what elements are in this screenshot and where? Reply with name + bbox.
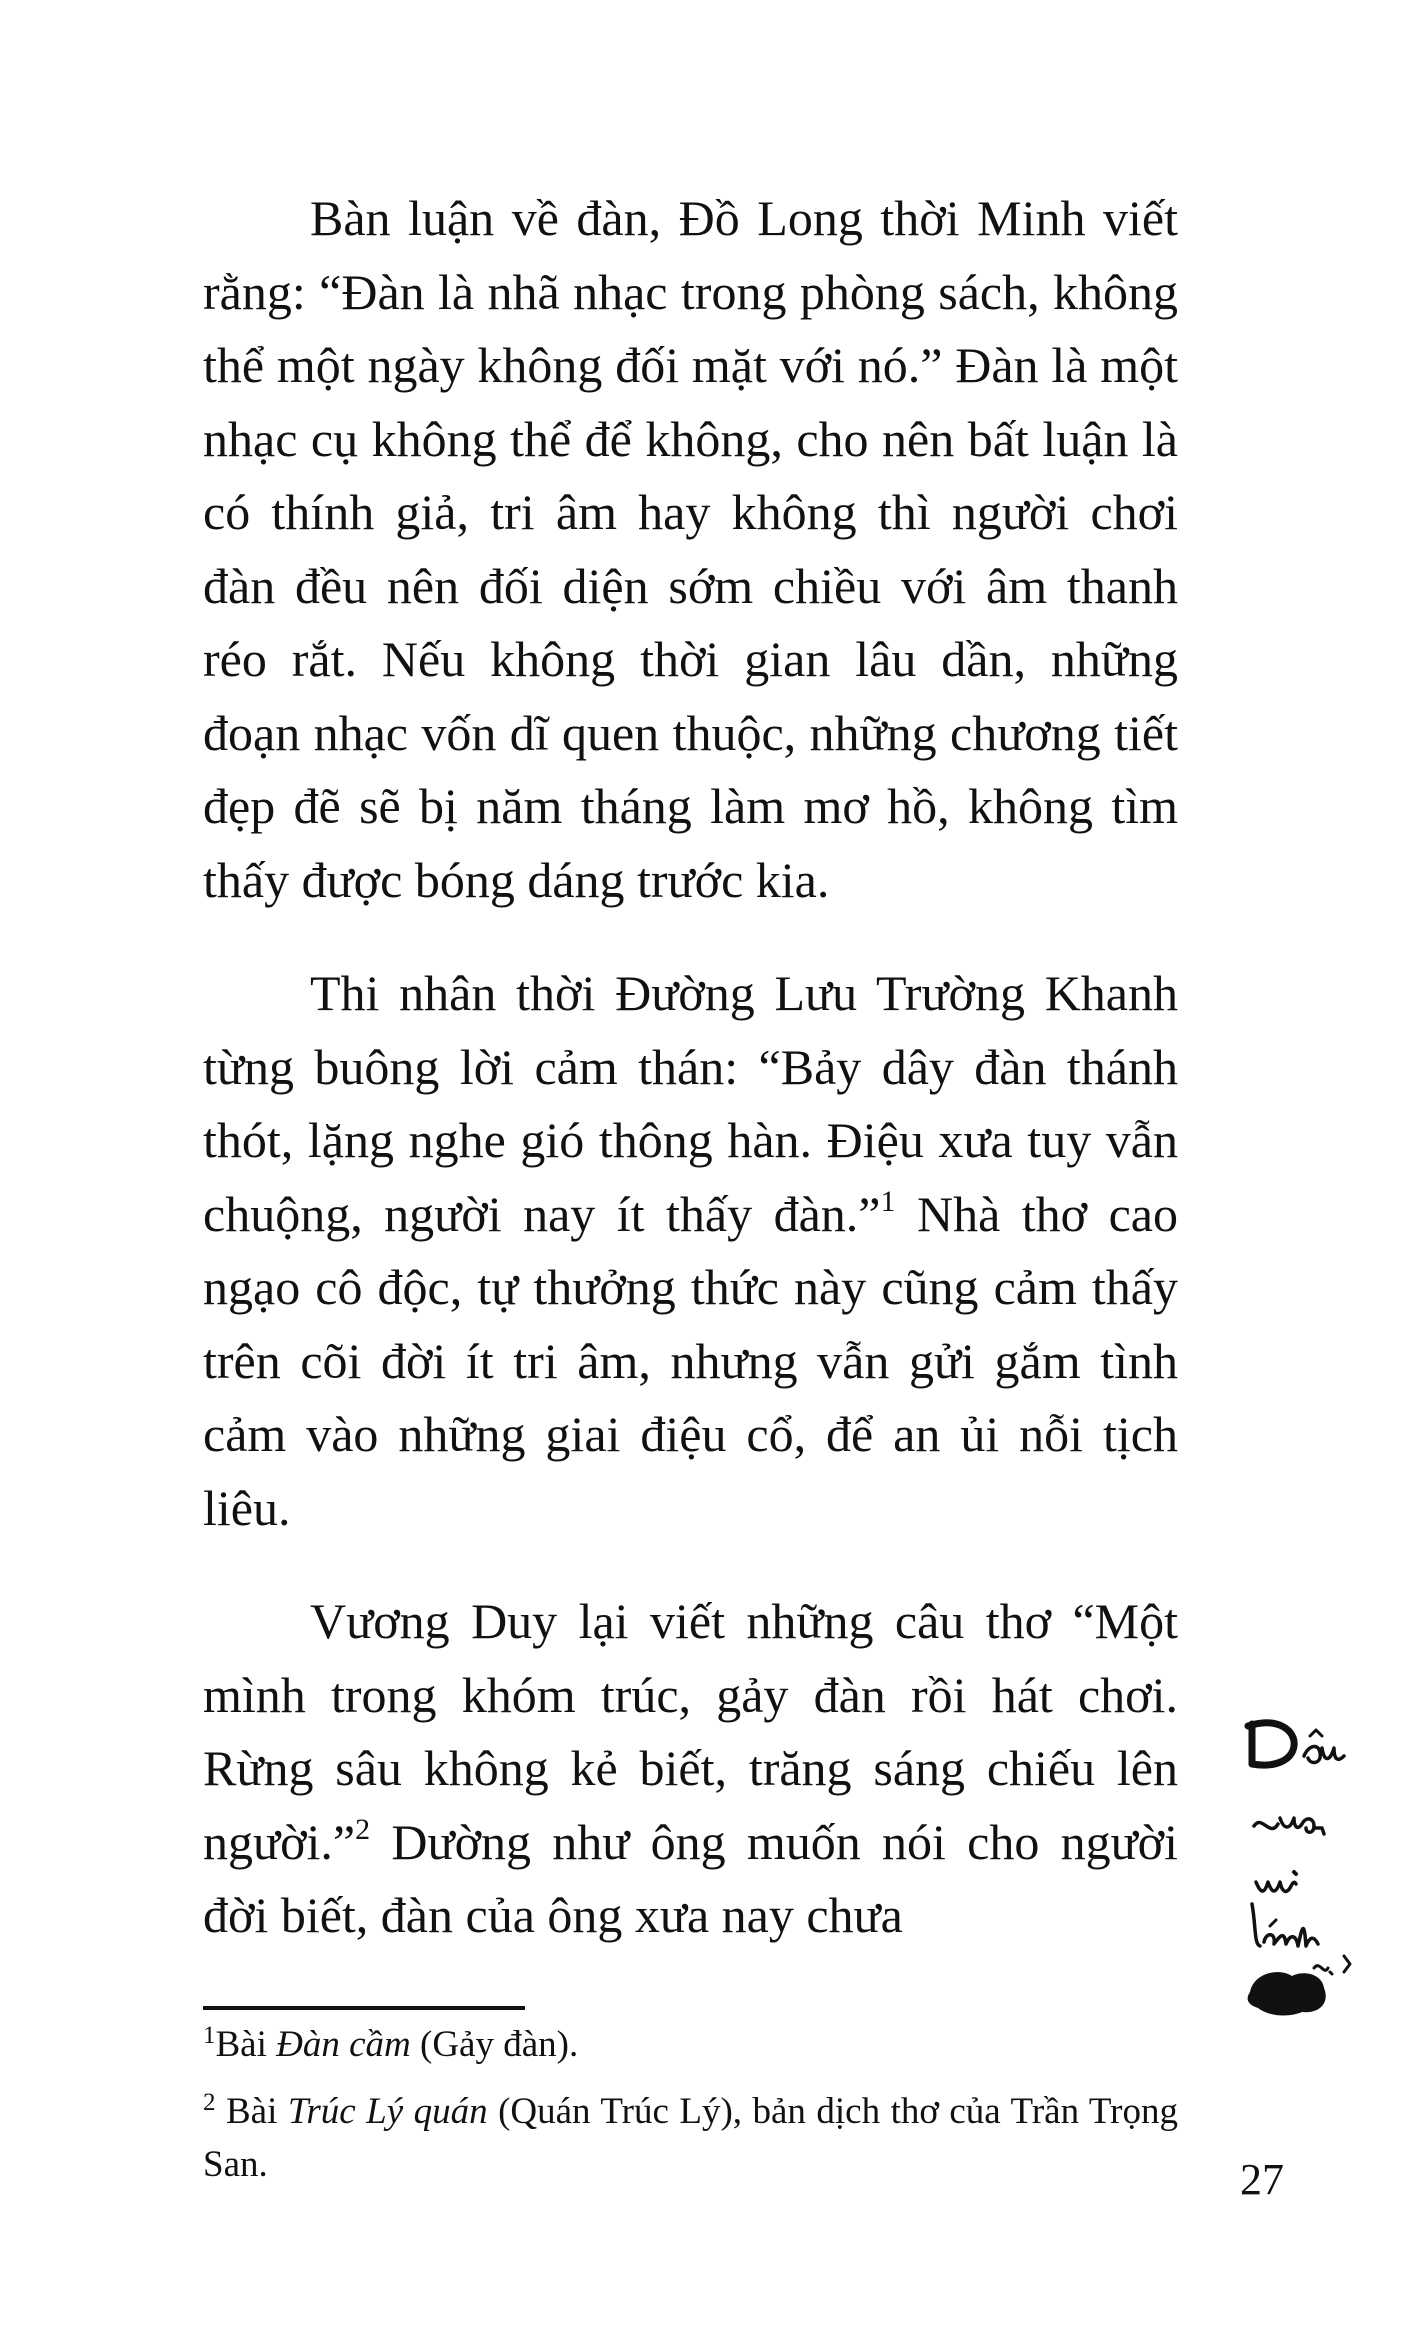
paragraph-2-text-after: Nhà thơ cao ngạo cô độc, tự thưởng thức này cũng cảm thấy trên cõi đời ít tri âm, nhưng vẫn gửi gắm tình cảm vào những giai điệu cổ, để an ủi nỗi tịch liêu. <box>203 1185 1178 1536</box>
paragraph-3-text-after: Dường như ông muốn nói cho người đời biết, đàn của ông xưa nay chưa <box>203 1813 1178 1943</box>
page-number: 27 <box>1240 2155 1284 2204</box>
ink-blot-icon <box>1248 1972 1326 2015</box>
footnote-1 <box>203 2018 1178 2071</box>
footnote-1-number: 1 <box>203 2022 216 2049</box>
footnotes <box>203 2018 1178 2205</box>
footnote-2 <box>203 2085 1178 2191</box>
paragraph-3-text-before: Vương Duy lại viết những câu thơ “Một mình trong khóm trúc, gảy đàn rồi hát chơi. Rừng sâu không kẻ biết, trăng sáng chiếu lên người.” <box>203 1593 1178 1870</box>
footnote-divider <box>203 2006 525 2010</box>
footnote-1-title: Đàn cầm <box>276 2024 411 2065</box>
footnote-1-suffix: (Gảy đàn). <box>410 2024 579 2065</box>
paragraph-1-text: Bàn luận về đàn, Đồ Long thời Minh viết rằng: “Đàn là nhã nhạc trong phòng sách, không thể một ngày không đối mặt với nó.” Đàn là một nhạc cụ không thể để không, cho nên bất luận là có thính giả, tri âm hay không thì người chơi đàn đều nên đối diện sớm chiều với âm thanh réo rắt. Nếu không thời gian lâu dần, những đoạn nhạc vốn dĩ quen thuộc, những chương tiết đẹp đẽ sẽ bị năm tháng làm mơ hồ, không tìm thấy được bóng dáng trước kia. <box>203 190 1178 908</box>
footnote-ref-2: 2 <box>355 1812 371 1846</box>
paragraph-2-text-before: Thi nhân thời Đường Lưu Trường Khanh từng buông lời cảm thán: “Bảy dây đàn thánh thót, lặng nghe gió thông hàn. Điệu xưa tuy vẫn chuộng, người nay ít thấy đàn.” <box>203 965 1178 1242</box>
footnote-2-title: Trúc Lý quán <box>287 2091 488 2132</box>
footnote-1-prefix: Bài <box>215 2024 277 2065</box>
footnote-2-suffix: (Quán Trúc Lý), bản dịch thơ của Trần Trọng San. <box>203 2091 1178 2185</box>
calligraphy-logo-icon <box>1240 1706 1370 2016</box>
body-text <box>203 182 1178 1953</box>
paragraph-2 <box>203 957 1178 1545</box>
paragraph-3 <box>203 1585 1178 1953</box>
footnote-2-prefix: Bài <box>225 2091 288 2132</box>
footnote-2-number: 2 <box>203 2089 216 2116</box>
paragraph-1 <box>203 182 1178 917</box>
footnote-ref-1: 1 <box>880 1184 896 1218</box>
series-calligraphy-mark <box>1240 1706 1370 2016</box>
